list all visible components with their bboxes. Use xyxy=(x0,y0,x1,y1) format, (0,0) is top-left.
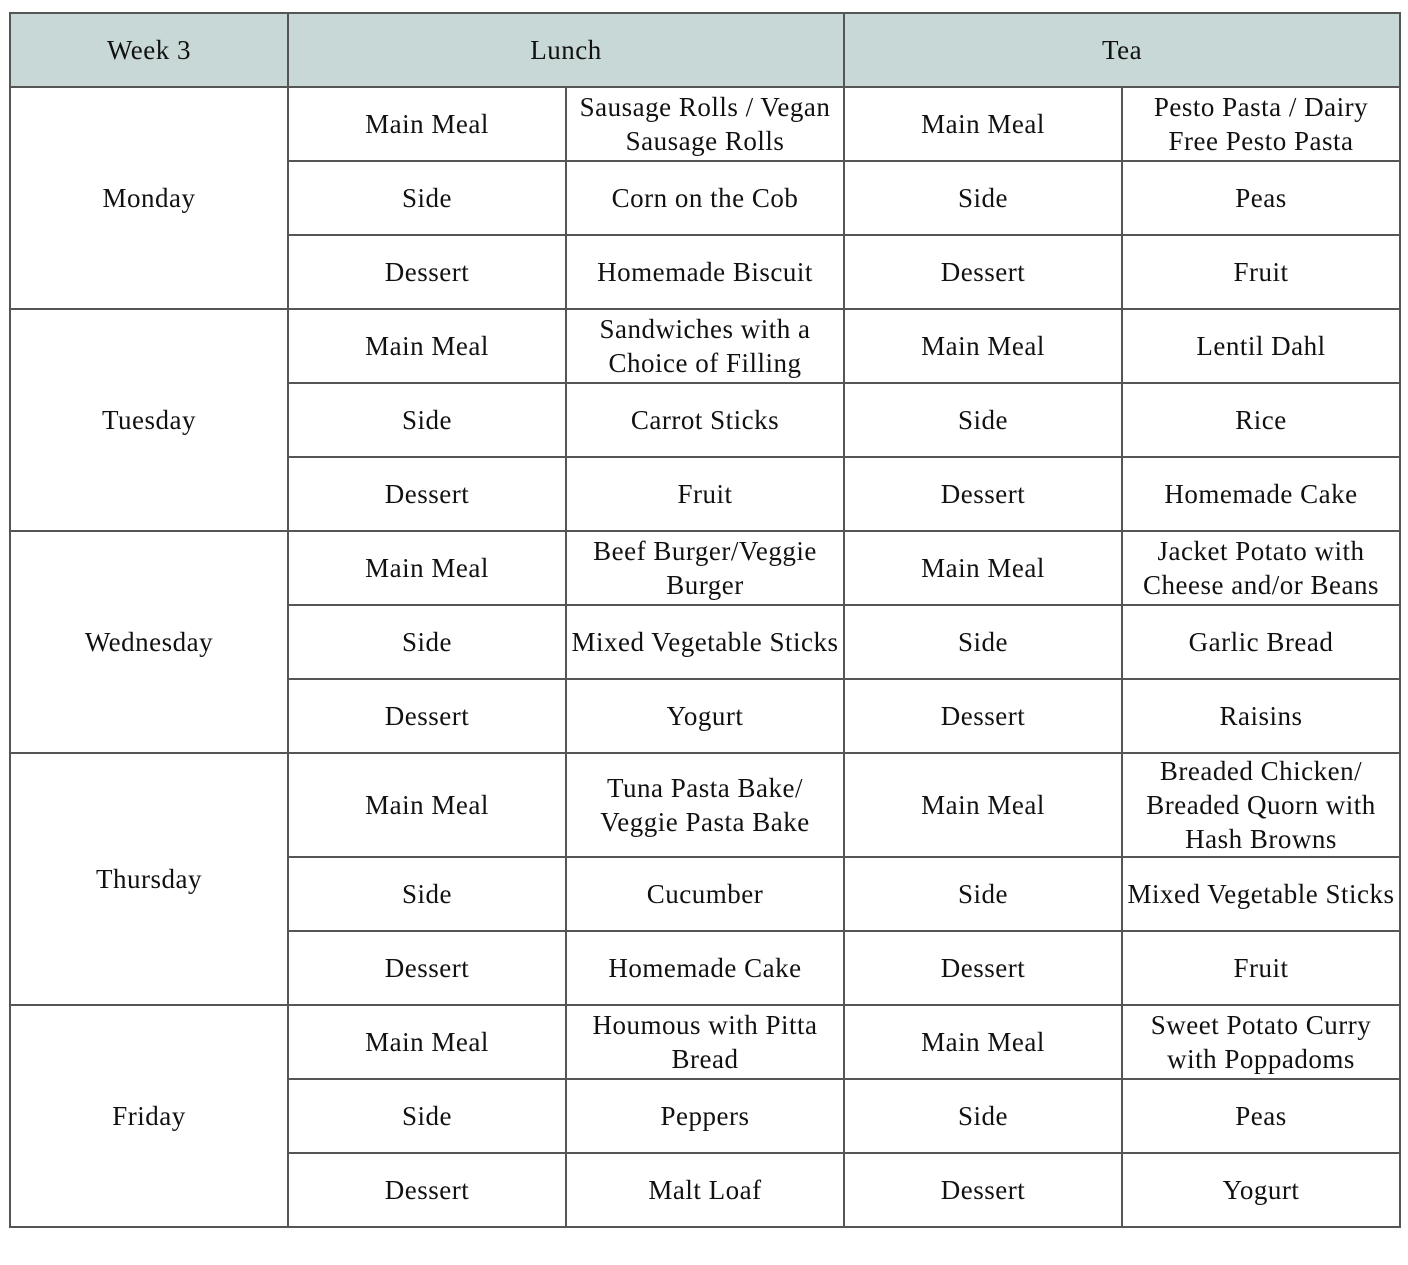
table-row xyxy=(10,753,1400,857)
lunch-dish: Mixed Vegetable Sticks xyxy=(566,605,844,679)
lunch-course-label: Dessert xyxy=(288,679,566,753)
lunch-dish: Malt Loaf xyxy=(566,1153,844,1227)
header-row xyxy=(10,13,1400,87)
tea-course-label: Side xyxy=(844,857,1122,931)
lunch-dish: Cucumber xyxy=(566,857,844,931)
tea-dish: Breaded Chicken/ Breaded Quorn with Hash Browns xyxy=(1122,753,1400,857)
lunch-dish: Homemade Biscuit xyxy=(566,235,844,309)
lunch-course-label: Main Meal xyxy=(288,531,566,605)
day-label: Tuesday xyxy=(10,309,288,531)
lunch-dish: Yogurt xyxy=(566,679,844,753)
lunch-course-label: Dessert xyxy=(288,457,566,531)
lunch-dish: Tuna Pasta Bake/ Veggie Pasta Bake xyxy=(566,753,844,857)
tea-dish: Yogurt xyxy=(1122,1153,1400,1227)
lunch-course-label: Main Meal xyxy=(288,309,566,383)
table-row xyxy=(10,309,1400,383)
lunch-dish: Corn on the Cob xyxy=(566,161,844,235)
tea-course-label: Side xyxy=(844,161,1122,235)
tea-course-label: Main Meal xyxy=(844,531,1122,605)
weekly-menu-table xyxy=(9,12,1401,1228)
day-label: Monday xyxy=(10,87,288,309)
day-label: Friday xyxy=(10,1005,288,1227)
tea-dish: Peas xyxy=(1122,1079,1400,1153)
lunch-course-label: Main Meal xyxy=(288,753,566,857)
tea-dish: Rice xyxy=(1122,383,1400,457)
lunch-course-label: Dessert xyxy=(288,235,566,309)
tea-course-label: Dessert xyxy=(844,1153,1122,1227)
lunch-course-label: Side xyxy=(288,1079,566,1153)
lunch-course-label: Side xyxy=(288,857,566,931)
tea-dish: Garlic Bread xyxy=(1122,605,1400,679)
tea-header: Tea xyxy=(844,13,1400,87)
tea-dish: Homemade Cake xyxy=(1122,457,1400,531)
tea-course-label: Side xyxy=(844,383,1122,457)
lunch-course-label: Dessert xyxy=(288,931,566,1005)
menu-body xyxy=(10,87,1400,1227)
lunch-dish: Carrot Sticks xyxy=(566,383,844,457)
lunch-dish: Beef Burger/Veggie Burger xyxy=(566,531,844,605)
lunch-course-label: Side xyxy=(288,605,566,679)
tea-course-label: Side xyxy=(844,1079,1122,1153)
tea-dish: Lentil Dahl xyxy=(1122,309,1400,383)
tea-course-label: Main Meal xyxy=(844,1005,1122,1079)
tea-dish: Fruit xyxy=(1122,931,1400,1005)
tea-course-label: Main Meal xyxy=(844,309,1122,383)
lunch-course-label: Main Meal xyxy=(288,87,566,161)
tea-dish: Pesto Pasta / Dairy Free Pesto Pasta xyxy=(1122,87,1400,161)
table-row xyxy=(10,1005,1400,1079)
lunch-course-label: Dessert xyxy=(288,1153,566,1227)
lunch-dish: Houmous with Pitta Bread xyxy=(566,1005,844,1079)
lunch-dish: Peppers xyxy=(566,1079,844,1153)
tea-course-label: Main Meal xyxy=(844,753,1122,857)
tea-dish: Jacket Potato with Cheese and/or Beans xyxy=(1122,531,1400,605)
tea-dish: Sweet Potato Curry with Poppadoms xyxy=(1122,1005,1400,1079)
tea-dish: Mixed Vegetable Sticks xyxy=(1122,857,1400,931)
tea-dish: Raisins xyxy=(1122,679,1400,753)
lunch-dish: Sausage Rolls / Vegan Sausage Rolls xyxy=(566,87,844,161)
tea-course-label: Dessert xyxy=(844,235,1122,309)
week-header: Week 3 xyxy=(10,13,288,87)
tea-course-label: Dessert xyxy=(844,679,1122,753)
lunch-dish: Homemade Cake xyxy=(566,931,844,1005)
tea-dish: Peas xyxy=(1122,161,1400,235)
day-label: Wednesday xyxy=(10,531,288,753)
day-label: Thursday xyxy=(10,753,288,1005)
tea-course-label: Main Meal xyxy=(844,87,1122,161)
lunch-course-label: Main Meal xyxy=(288,1005,566,1079)
tea-course-label: Side xyxy=(844,605,1122,679)
tea-dish: Fruit xyxy=(1122,235,1400,309)
lunch-course-label: Side xyxy=(288,161,566,235)
table-row xyxy=(10,531,1400,605)
lunch-dish: Sandwiches with a Choice of Filling xyxy=(566,309,844,383)
lunch-header: Lunch xyxy=(288,13,844,87)
table-row xyxy=(10,87,1400,161)
lunch-dish: Fruit xyxy=(566,457,844,531)
tea-course-label: Dessert xyxy=(844,457,1122,531)
tea-course-label: Dessert xyxy=(844,931,1122,1005)
lunch-course-label: Side xyxy=(288,383,566,457)
